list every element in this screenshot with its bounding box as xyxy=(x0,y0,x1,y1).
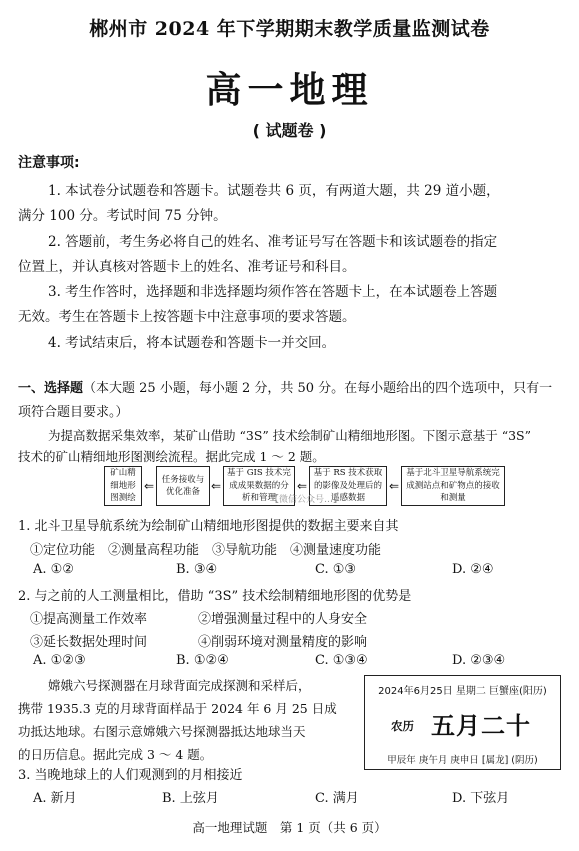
calendar-lunar-date: 五月二十 xyxy=(431,712,531,740)
exam-title: 郴州市 2024 年下学期期末教学质量监测试卷 xyxy=(89,18,490,40)
note-2-line1: 2. 答题前，考生务必将自己的姓名、准考证号写在答题卡和该试题卷的指定 xyxy=(48,234,498,250)
section-1-desc: （本大题 25 小题，每小题 2 分，共 50 分。在每小题给出的四个选项中，只有一 xyxy=(83,381,553,396)
q1-stem: 1. 北斗卫星导航系统为绘制矿山精细地形图提供的数据主要来自其 xyxy=(18,519,399,534)
q1-option-d: D. ②④ xyxy=(452,562,494,577)
flow-box-5: 基于北斗卫星导航系统完成测站点和矿物点的接收和测量 xyxy=(401,466,505,506)
intro-q1-2-line1: 为提高数据采集效率，某矿山借助 “3S” 技术绘制矿山精细地形图。下图示意基于 “3S” xyxy=(48,428,532,443)
calendar-card xyxy=(364,675,561,770)
calendar-solar-date: 2024年6月25日 星期二 巨蟹座(阳历) xyxy=(378,686,547,697)
q1-option-b: B. ③④ xyxy=(176,562,218,577)
flow-box-3: 基于 GIS 技术完成成果数据的分析和管理 xyxy=(223,466,295,506)
calendar-ganzhi: 甲辰年 庚午月 庚申日 [属龙] (阴历) xyxy=(387,755,538,766)
flow-arrow-2: ⇐ xyxy=(211,479,222,493)
paper-type: ( 试题卷 ) xyxy=(252,121,327,140)
q3-stem: 3. 当晚地球上的人们观测到的月相接近 xyxy=(18,768,243,783)
q2-item-2: ②增强测量过程中的人身安全 xyxy=(198,612,368,627)
q2-item-3: ③延长数据处理时间 xyxy=(30,635,148,650)
note-4: 4. 考试结束后，将本试题卷和答题卡一并交回。 xyxy=(48,335,336,351)
flow-arrow-3: ⇐ xyxy=(297,479,308,493)
notes-heading: 注意事项: xyxy=(18,155,80,171)
intro-q1-2-line2: 技术的矿山精细地形图测绘流程。据此完成 1 ～ 2 题。 xyxy=(18,449,325,464)
flow-arrow-1: ⇐ xyxy=(144,479,155,493)
intro-q3-4-line4: 的日历信息。据此完成 3 ～ 4 题。 xyxy=(18,747,213,762)
flow-arrow-4: ⇐ xyxy=(389,479,400,493)
q2-item-4: ④削弱环境对测量精度的影响 xyxy=(198,635,368,650)
note-1-line2: 满分 100 分。考试时间 75 分钟。 xyxy=(18,208,227,224)
watermark: 【微信公众号…】 xyxy=(270,495,343,505)
flow-box-4: 基于 RS 技术获取的影像及处理后的遥感数据 xyxy=(309,466,387,506)
intro-q3-4-line2: 携带 1935.3 克的月球背面样品于 2024 年 6 月 25 日成 xyxy=(18,701,337,716)
q1-option-a: A. ①② xyxy=(33,562,74,577)
q2-option-b: B. ①②④ xyxy=(176,653,229,668)
q2-option-c: C. ①③④ xyxy=(315,653,368,668)
q1-option-c: C. ①③ xyxy=(315,562,357,577)
q3-option-b: B. 上弦月 xyxy=(162,791,219,806)
q3-option-c: C. 满月 xyxy=(315,791,359,806)
note-3-line2: 无效。考生在答题卡上按答题卡中注意事项的要求答题。 xyxy=(18,309,356,325)
note-1-line1: 1. 本试卷分试题卷和答题卡。试题卷共 6 页，有两道大题，共 29 道小题， xyxy=(48,183,500,199)
section-1-desc-line2: 项符合题目要求。） xyxy=(18,405,129,420)
subject-title: 高一地理 xyxy=(205,70,374,111)
flow-box-1: 矿山精细地形图测绘 xyxy=(104,466,142,506)
q1-items: ①定位功能 ②测量高程功能 ③导航功能 ④测量速度功能 xyxy=(30,543,382,558)
note-3-line1: 3. 考生作答时，选择题和非选择题均须作答在答题卡上，在本试题卷上答题 xyxy=(48,284,498,300)
calendar-lunar-label: 农历 xyxy=(391,719,414,733)
q3-option-a: A. 新月 xyxy=(33,791,77,806)
note-2-line2: 位置上，并认真核对答题卡上的姓名、准考证号和科目。 xyxy=(18,259,356,275)
page-footer: 高一地理试题 第 1 页（共 6 页） xyxy=(192,820,387,835)
q2-item-1: ①提高测量工作效率 xyxy=(30,612,148,627)
intro-q3-4-line1: 嫦娥六号探测器在月球背面完成探测和采样后， xyxy=(48,678,311,693)
section-1-title: 一、选择题 xyxy=(18,381,84,396)
flow-box-2: 任务接收与优化准备 xyxy=(156,466,210,506)
intro-q3-4-line3: 功抵达地球。右图示意嫦娥六号探测器抵达地球当天 xyxy=(18,724,306,739)
section-1-header xyxy=(18,377,552,396)
q3-option-d: D. 下弦月 xyxy=(452,791,510,806)
q2-option-d: D. ②③④ xyxy=(452,653,506,668)
q2-stem: 2. 与之前的人工测量相比，借助 “3S” 技术绘制精细地形图的优势是 xyxy=(18,589,412,604)
q2-option-a: A. ①②③ xyxy=(33,653,86,668)
